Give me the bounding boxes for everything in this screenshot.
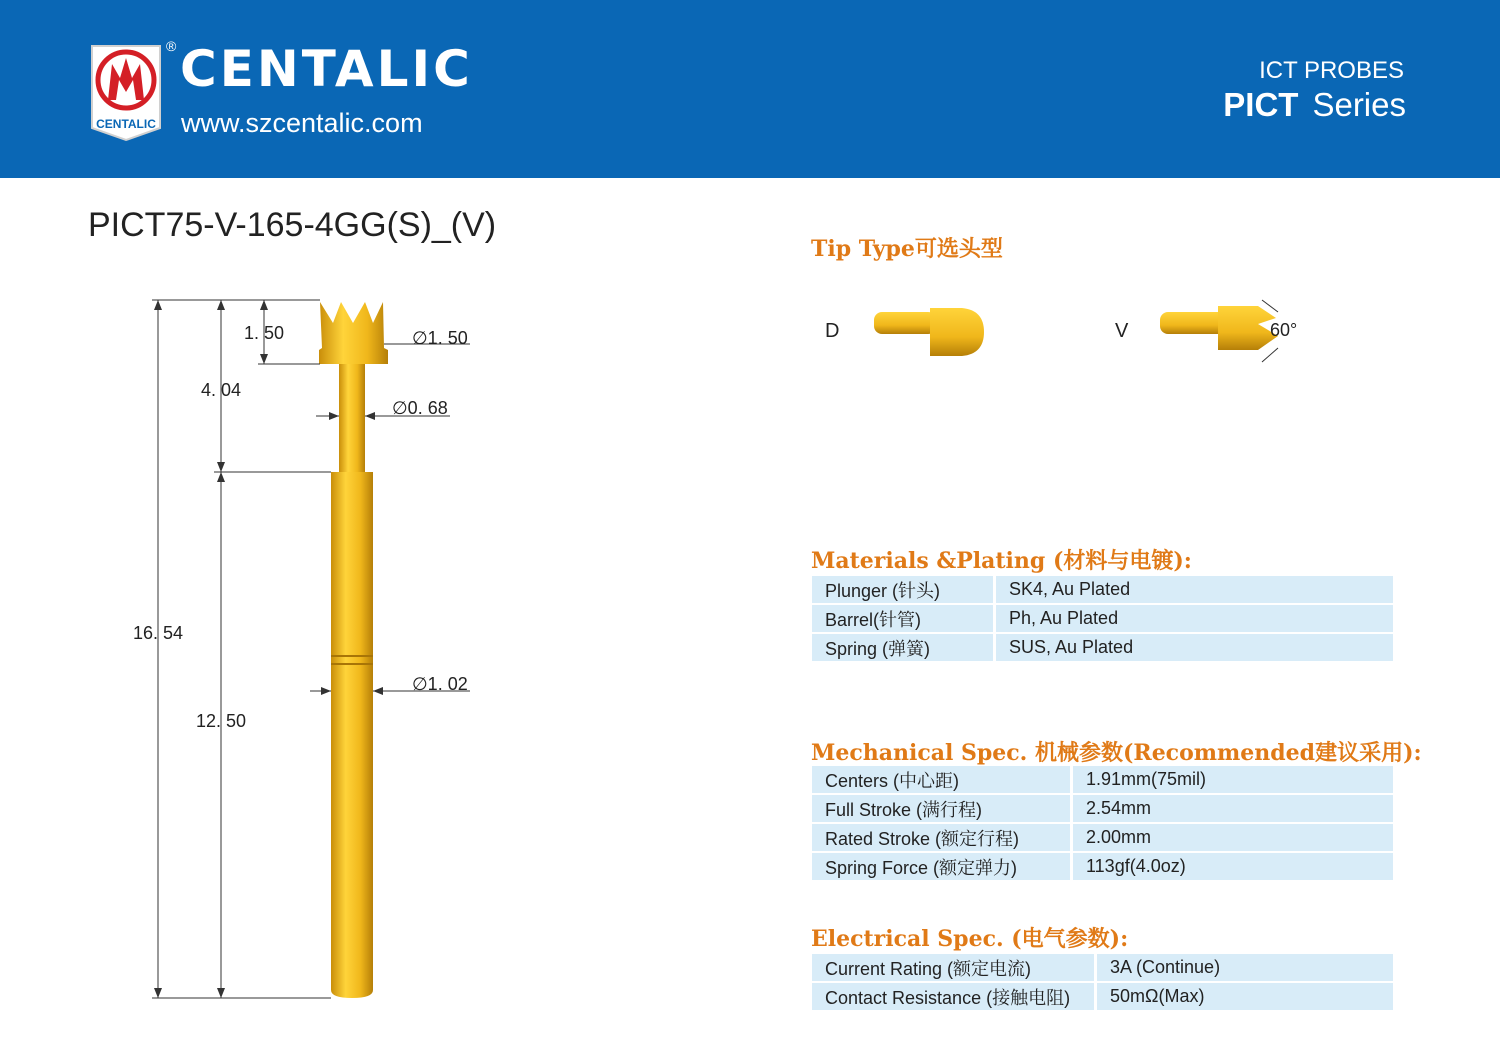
mechanical-value: 2.54mm [1073, 795, 1393, 822]
electrical-title: Electrical Spec. (电气参数): [811, 926, 1129, 952]
centalic-logo-icon [86, 38, 166, 142]
tip-d-icon [872, 300, 992, 360]
table-row [812, 824, 1393, 851]
dim-barrel-length: 12. 50 [196, 711, 247, 731]
dim-tip-height: 1. 50 [244, 323, 285, 343]
materials-value: Ph, Au Plated [996, 605, 1393, 632]
mechanical-value: 113gf(4.0oz) [1073, 853, 1393, 880]
category-label: ICT PROBES [1259, 57, 1404, 84]
brand-name: CENTALIC [180, 40, 473, 98]
dim-overall-length: 16. 54 [133, 623, 184, 643]
tip-v-angle: 60° [1270, 320, 1298, 340]
materials-value: SK4, Au Plated [996, 576, 1393, 603]
dim-plunger-length: 4. 04 [201, 380, 242, 400]
table-row [812, 954, 1393, 981]
table-row [812, 605, 1393, 632]
mechanical-table [812, 764, 1393, 882]
materials-key: Barrel(针管) [812, 605, 996, 632]
dim-barrel-diameter: ∅1. 02 [412, 674, 468, 694]
table-row [812, 576, 1393, 603]
website-url[interactable]: www.szcentalic.com [181, 108, 423, 138]
dim-plunger-diameter: ∅0. 68 [392, 398, 448, 418]
mechanical-key: Full Stroke (满行程) [812, 795, 1073, 822]
registered-mark: ® [166, 38, 177, 54]
mechanical-value: 1.91mm(75mil) [1073, 766, 1393, 793]
table-row [812, 853, 1393, 880]
table-row [812, 983, 1393, 1010]
materials-value: SUS, Au Plated [996, 634, 1393, 661]
tip-option-v-label: V [1115, 320, 1129, 342]
mechanical-title: Mechanical Spec. 机械参数(Recommended建议采用): [811, 740, 1422, 766]
electrical-key: Current Rating (额定电流) [812, 954, 1097, 981]
mechanical-key: Centers (中心距) [812, 766, 1073, 793]
table-row [812, 634, 1393, 661]
logo-text: CENTALIC [96, 117, 156, 131]
electrical-table [812, 952, 1393, 1012]
header-banner [0, 0, 1500, 178]
series-code: PICT [1223, 86, 1299, 123]
crown-tip [319, 302, 388, 364]
series-word: Series [1312, 86, 1406, 123]
table-row [812, 766, 1393, 793]
tip-v-icon [1158, 292, 1308, 372]
probe-drawing [0, 178, 760, 1062]
electrical-value: 50mΩ(Max) [1097, 983, 1393, 1010]
barrel [331, 472, 373, 998]
materials-key: Spring (弹簧) [812, 634, 996, 661]
series-label [1223, 86, 1406, 124]
materials-title: Materials &Plating (材料与电镀): [811, 548, 1192, 574]
dim-tip-diameter: ∅1. 50 [412, 328, 468, 348]
mechanical-value: 2.00mm [1073, 824, 1393, 851]
plunger-shaft [339, 364, 365, 472]
materials-key: Plunger (针头) [812, 576, 996, 603]
electrical-key: Contact Resistance (接触电阻) [812, 983, 1097, 1010]
tip-option-d-label: D [825, 320, 840, 342]
tip-type-title: Tip Type可选头型 [811, 236, 1003, 262]
mechanical-key: Rated Stroke (额定行程) [812, 824, 1073, 851]
table-row [812, 795, 1393, 822]
mechanical-key: Spring Force (额定弹力) [812, 853, 1073, 880]
materials-table [812, 574, 1393, 663]
electrical-value: 3A (Continue) [1097, 954, 1393, 981]
model-number: PICT75-V-165-4GG(S)_(V) [88, 206, 497, 244]
